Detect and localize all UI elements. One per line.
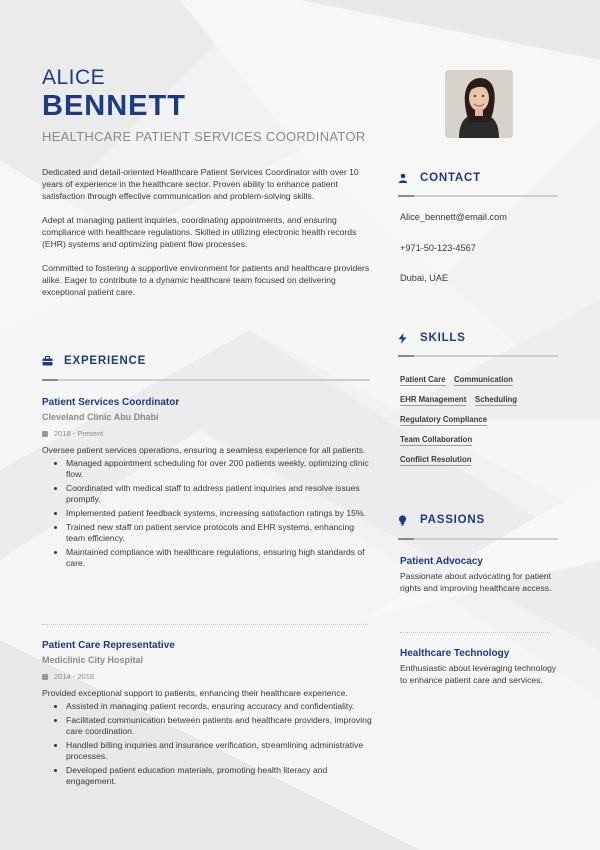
experience-entry: [42, 640, 372, 790]
section-divider: [398, 195, 558, 197]
passions-heading: [398, 514, 485, 526]
skill-tag: Conflict Resolution: [400, 455, 472, 464]
skills-heading: [398, 332, 466, 344]
contact-phone[interactable]: +971-50-123-4567: [400, 243, 476, 253]
job-dates: [42, 429, 372, 438]
passion-entry: [400, 556, 560, 594]
profile-photo: [445, 70, 513, 138]
contact-heading-label: CONTACT: [420, 172, 481, 184]
section-divider: [42, 379, 370, 381]
list-item: • Maintained compliance with healthcare regulations, ensuring high standards of care.: [66, 547, 372, 569]
skill-tag: EHR Management: [400, 395, 467, 404]
last-name: BENNETT: [42, 90, 186, 122]
contact-location: Dubai, UAE: [400, 273, 449, 283]
job-dates: [42, 672, 372, 681]
list-item: • Managed appointment scheduling for over 200 patients weekly, optimizing clinic flow.: [66, 458, 372, 480]
section-divider: [398, 355, 558, 357]
passion-description: Passionate about advocating for patient rights and improving healthcare access.: [400, 571, 552, 593]
skill-tag: Team Collaboration: [400, 435, 473, 444]
profile-summary: [42, 166, 372, 310]
summary-paragraph: Dedicated and detail-oriented Healthcare Patient Services Coordinator with over 10 years of experience in the healthcare sector. Proven ability to enhance patient satisfaction through effective communication and problem-solving skills.: [42, 167, 359, 201]
skill-tag: Regulatory Compliance: [400, 415, 488, 424]
calendar-icon: [42, 431, 48, 437]
job-description: Oversee patient services operations, ensuring a seamless experience for all patients.: [42, 445, 366, 455]
experience-entry: [42, 397, 372, 572]
lightbulb-icon: [398, 514, 414, 526]
summary-paragraph: Adept at managing patient inquiries, coordinating appointments, and ensuring compliance with healthcare regulations. Skilled in utilizing electronic health records (EHR) systems and optimizing patient flow processes.: [42, 215, 357, 249]
list-item: • Trained new staff on patient service protocols and EHR systems, enhancing team efficiency.: [66, 522, 372, 544]
calendar-icon: [42, 674, 48, 680]
passion-description: Enthusiastic about leveraging technology to enhance patient care and services.: [400, 663, 557, 685]
lightning-icon: [398, 332, 414, 344]
summary-paragraph: Committed to fostering a supportive environment for patients and healthcare providers alike. Eager to contribute to a dynamic healthcare team focused on delivering exceptional patient care.: [42, 263, 370, 297]
job-role: Patient Care Representative: [42, 640, 175, 651]
list-item: • Coordinated with medical staff to address patient inquiries and resolve issues promptly.: [66, 483, 372, 505]
skill-tag: Communication: [454, 375, 513, 384]
passion-entry: [400, 648, 560, 686]
job-dates-text: 2014 - 2018: [54, 672, 95, 681]
contact-email[interactable]: Alice_bennett@email.com: [400, 212, 507, 222]
entry-separator: [400, 632, 550, 633]
job-bullets: [42, 458, 372, 569]
passion-title: Healthcare Technology: [400, 648, 510, 659]
briefcase-icon: [42, 355, 58, 367]
job-company: Mediclinic City Hospital: [42, 655, 144, 665]
experience-heading-label: EXPERIENCE: [64, 355, 147, 367]
job-company: Cleveland Clinic Abu Dhabi: [42, 412, 159, 422]
section-divider: [398, 538, 558, 540]
skill-tag: Patient Care: [400, 375, 446, 384]
list-item: • Handled billing inquiries and insurance verification, streamlining administrative processes.: [66, 740, 372, 762]
entry-separator: [42, 624, 368, 625]
job-role: Patient Services Coordinator: [42, 397, 180, 408]
list-item: • Developed patient education materials, promoting health literacy and engagement.: [66, 765, 372, 787]
job-bullets: [42, 701, 372, 787]
contact-heading: [398, 172, 481, 184]
skills-heading-label: SKILLS: [420, 332, 466, 344]
experience-heading: [42, 355, 146, 367]
passions-heading-label: PASSIONS: [420, 514, 485, 526]
skill-tag: Scheduling: [475, 395, 518, 404]
list-item: • Assisted in managing patient records, ensuring accuracy and confidentiality.: [66, 701, 372, 712]
job-dates-text: 2018 - Present: [54, 429, 104, 438]
person-icon: [398, 172, 414, 184]
first-name: ALICE: [42, 66, 106, 89]
job-description: Provided exceptional support to patients, enhancing their healthcare experience.: [42, 688, 348, 698]
job-title: HEALTHCARE PATIENT SERVICES COORDINATOR: [42, 129, 366, 144]
list-item: • Implemented patient feedback systems, increasing satisfaction ratings by 15%.: [66, 508, 372, 519]
list-item: • Facilitated communication between patients and healthcare providers, improving care coordination.: [66, 715, 372, 737]
passion-title: Patient Advocacy: [400, 556, 483, 567]
